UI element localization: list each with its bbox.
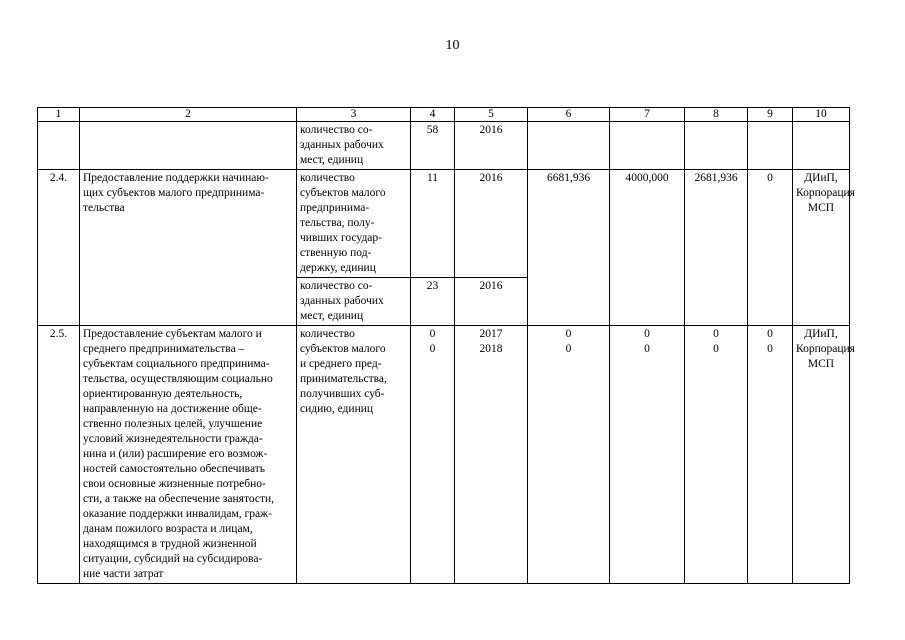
year-cell: 2016 [455,170,528,278]
indicator-value-cell: 58 [411,122,455,170]
column-number: 1 [38,108,80,122]
measure-name-cell [80,122,297,170]
total-cell: 0 0 [528,326,610,584]
indicator-cell: количество со- зданных рабочих мест, единиц [297,278,411,326]
year-cell: 2016 [455,278,528,326]
table-row [38,326,850,584]
column-number: 9 [748,108,793,122]
federal-budget-cell [610,122,685,170]
measure-name-cell: Предоставление поддержки начинаю- щих субъектов малого предпринима- тельства [80,170,297,326]
column-number: 7 [610,108,685,122]
table-row [38,170,850,278]
indicator-value-cell: 11 [411,170,455,278]
year-cell: 2016 [455,122,528,170]
column-number: 3 [297,108,411,122]
federal-budget-cell: 4000,000 [610,170,685,326]
program-table [37,107,855,584]
year-cell: 2017 2018 [455,326,528,584]
page-number: 10 [445,38,460,53]
indicator-value-cell: 23 [411,278,455,326]
total-cell [528,122,610,170]
item-number-cell [38,122,80,170]
regional-budget-cell [685,122,748,170]
indicator-cell: количество со- зданных рабочих мест, единиц [297,122,411,170]
column-number: 10 [793,108,850,122]
other-sources-cell: 0 [748,170,793,326]
table-row [38,122,850,170]
regional-budget-cell: 2681,936 [685,170,748,326]
column-number: 8 [685,108,748,122]
indicator-cell: количество субъектов малого и среднего пред- принимательства, получивших суб- сидию, единиц [297,326,411,584]
other-sources-cell: 0 0 [748,326,793,584]
executor-cell [793,122,850,170]
column-number: 5 [455,108,528,122]
regional-budget-cell: 0 0 [685,326,748,584]
column-number: 2 [80,108,297,122]
indicator-cell: количество субъектов малого предпринима- тельства, полу- чивших государ- ственную под- держку, единиц [297,170,411,278]
measure-name-cell: Предоставление субъектам малого и среднего предпринимательства – субъектам социального предпринима- тельства, осуществляющим социально ориентированную деятельность, направленную на достижение обще- ственно полезных целей, улучшение условий жизнедеятельности гражда- нина и (или) расширение его возмож- ностей самостоятельно обеспечивать свои основные жизненные потребно- сти, а также на обеспечение занятости, оказание поддержки инвалидам, граж- данам пожилого возраста и лицам, находящимся в трудной жизненной ситуации, субсидий на субсидирова- ние части затрат [80,326,297,584]
item-number-cell: 2.5. [38,326,80,584]
column-number-row [38,108,850,122]
indicator-value-cell: 0 0 [411,326,455,584]
total-cell: 6681,936 [528,170,610,326]
executor-cell: ДИиП, Корпорация МСП [793,326,850,584]
column-number: 6 [528,108,610,122]
other-sources-cell [748,122,793,170]
item-number-cell: 2.4. [38,170,80,326]
column-number: 4 [411,108,455,122]
federal-budget-cell: 0 0 [610,326,685,584]
executor-cell: ДИиП, Корпорация МСП [793,170,850,326]
